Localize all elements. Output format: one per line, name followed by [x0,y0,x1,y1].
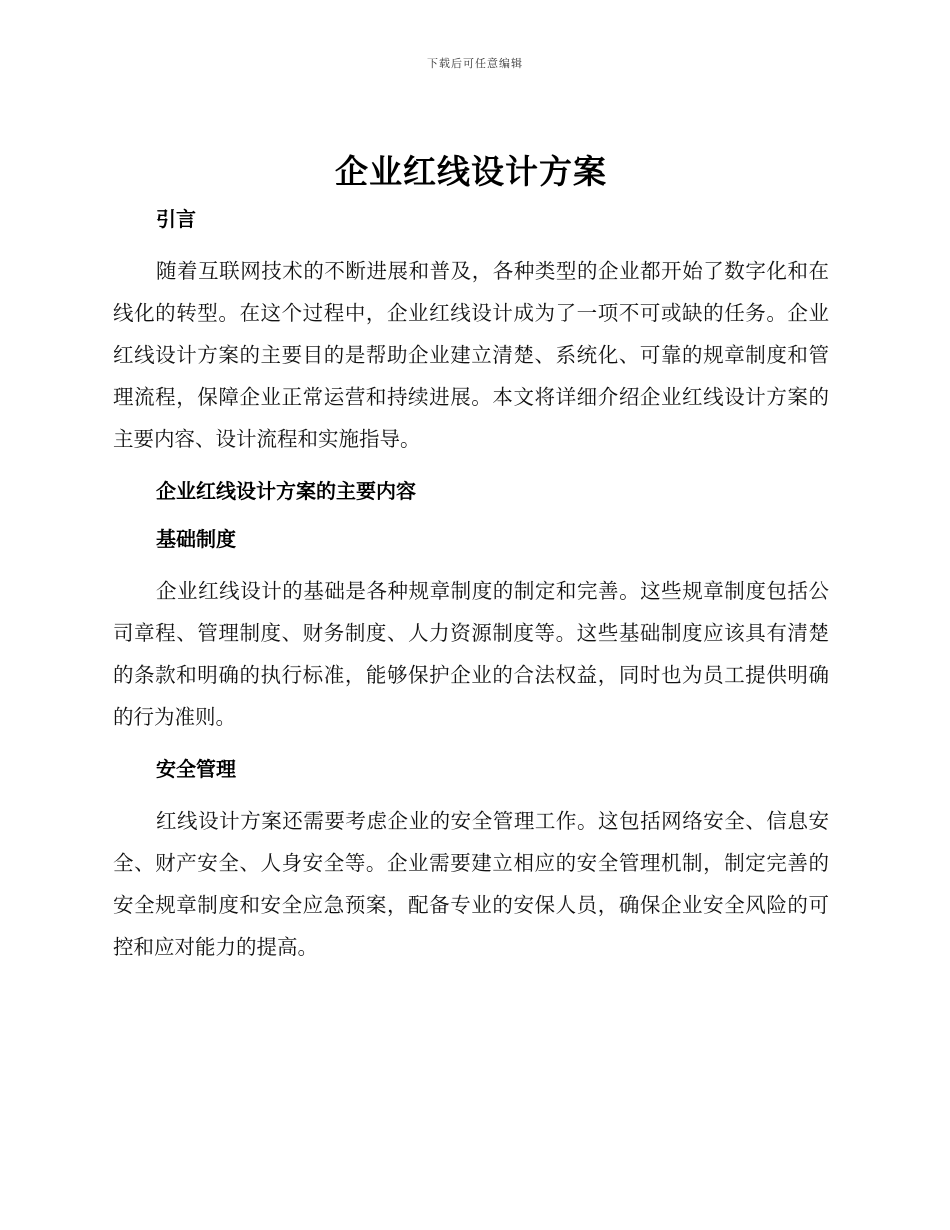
spacer [113,556,829,570]
safety-management-paragraph: 红线设计方案还需要考虑企业的安全管理工作。这包括网络安全、信息安全、财产安全、人身安全等。企业需要建立相应的安全管理机制，制定完善的安全规章制度和安全应急预案，配备专业的安保人员，确保企业安全风险的可控和应对能力的提高。 [113,809,829,959]
section-heading-basic-system: 基础制度 [156,527,236,551]
basic-system-paragraph: 企业红线设计的基础是各种规章制度的制定和完善。这些规章制度包括公司章程、管理制度、财务制度、人力资源制度等。这些基础制度应该具有清楚的条款和明确的执行标准，能够保护企业的合法权益，同时也为员工提供明确的行为准则。 [113,579,829,729]
section-heading-main-content: 企业红线设计方案的主要内容 [156,479,416,503]
spacer [113,236,829,250]
spacer [113,508,829,522]
section-heading-safety-management: 安全管理 [156,757,236,781]
document-title: 企业红线设计方案 [335,152,607,191]
spacer [113,738,829,752]
section-heading-introduction: 引言 [156,207,196,231]
spacer [113,786,829,800]
spacer [113,460,829,474]
document-body [113,148,829,968]
header-note: 下载后可任意编辑 [427,57,523,70]
introduction-paragraph: 随着互联网技术的不断进展和普及，各种类型的企业都开始了数字化和在线化的转型。在这个过程中，企业红线设计成为了一项不可或缺的任务。企业红线设计方案的主要目的是帮助企业建立清楚、系统化、可靠的规章制度和管理流程，保障企业正常运营和持续进展。本文将详细介绍企业红线设计方案的主要内容、设计流程和实施指导。 [113,259,829,451]
